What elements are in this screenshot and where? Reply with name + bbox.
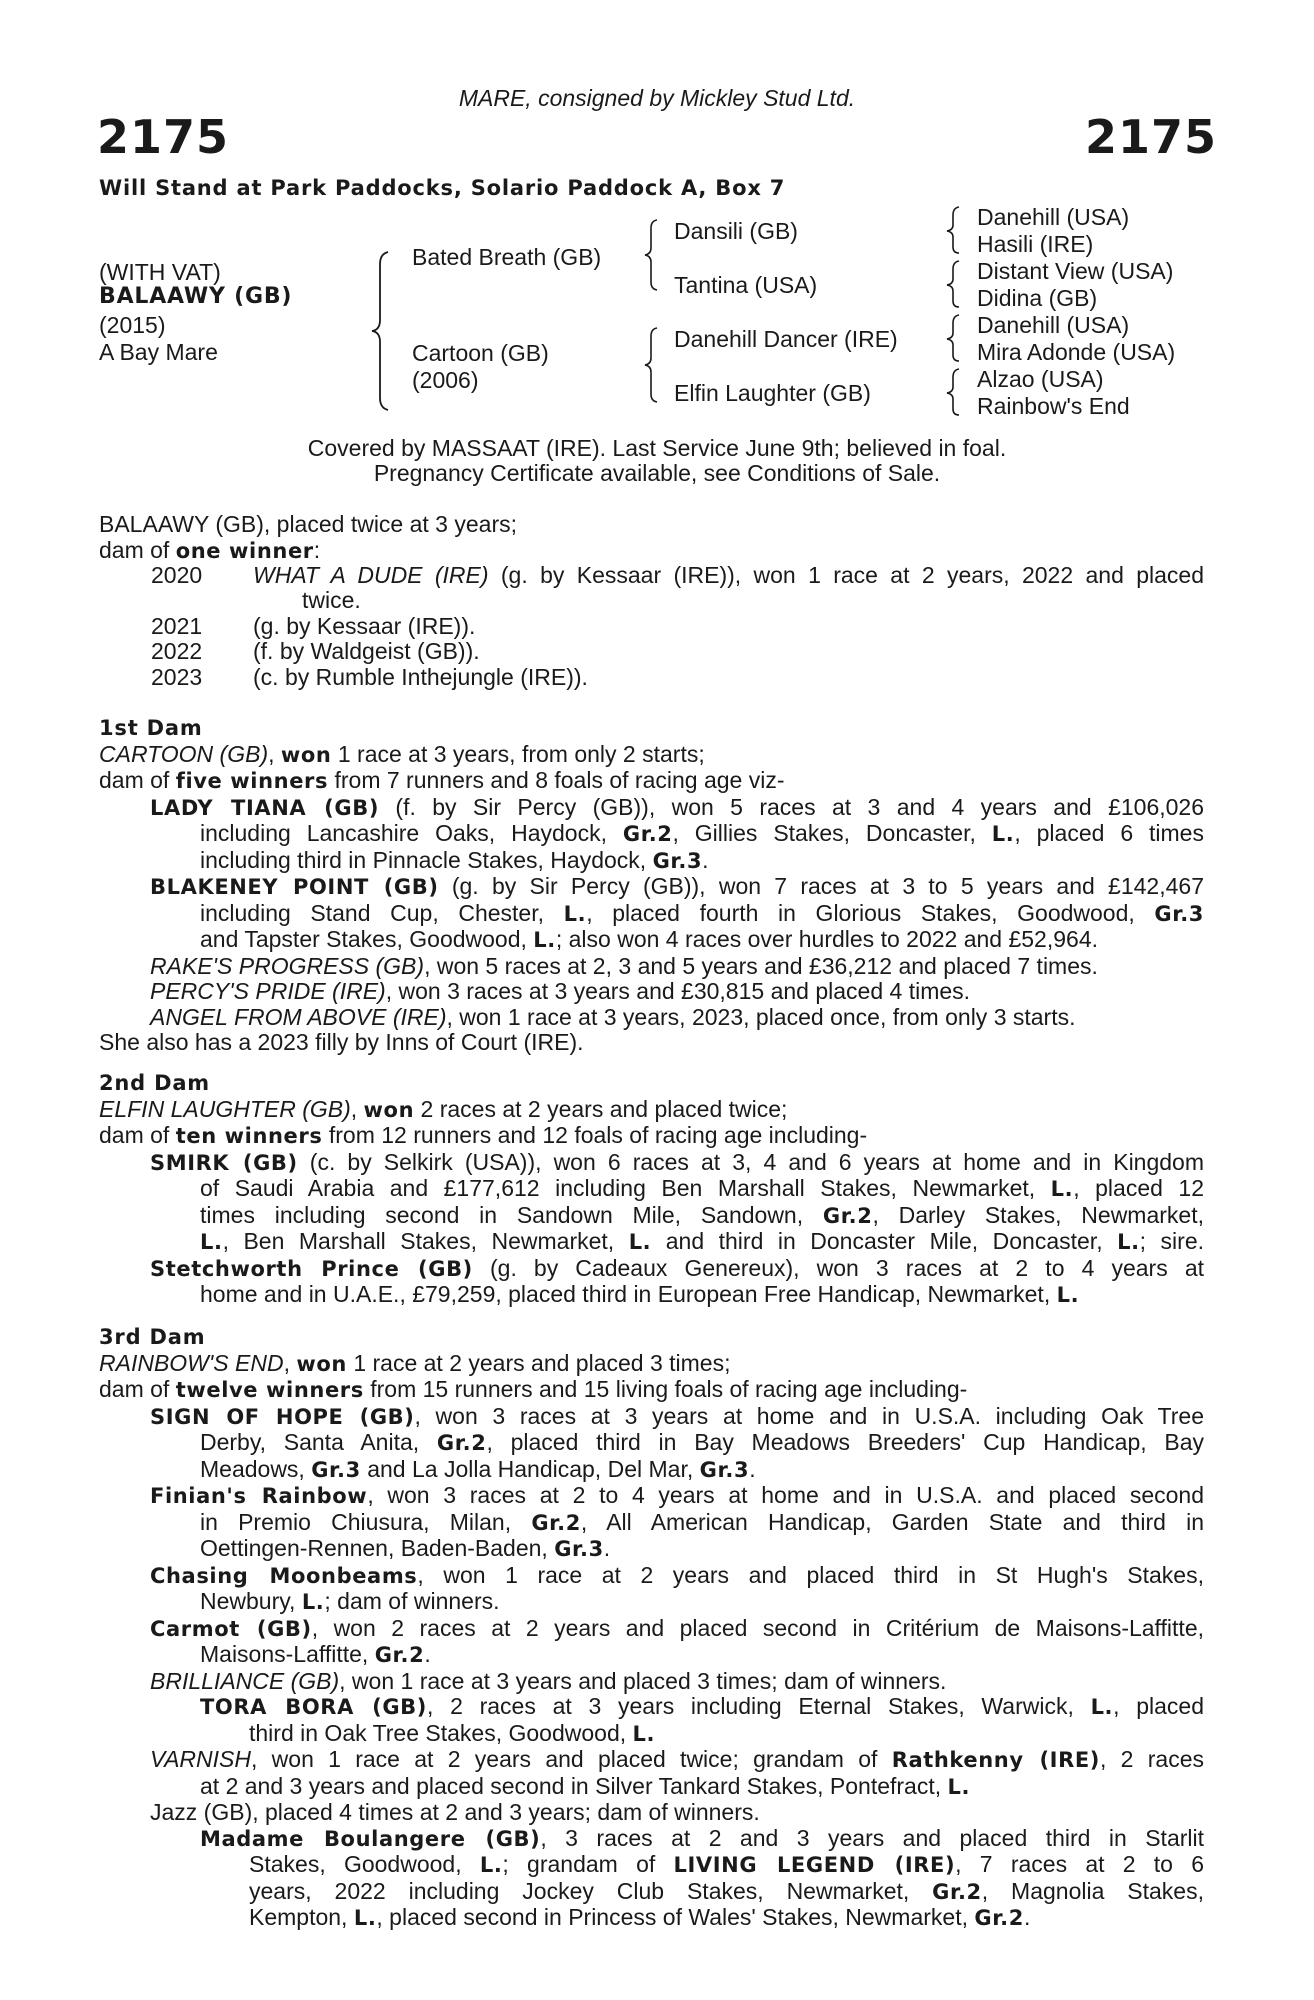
pedigree-ggp-5: Danehill (USA) (977, 312, 1130, 338)
produce-entry: (f. by Waldgeist (GB)). (253, 638, 480, 664)
progeny-percys-pride: PERCY'S PRIDE (IRE), won 3 races at 3 years and £30,815 and placed 4 times. (150, 978, 971, 1004)
pedigree-sire-sire: Dansili (GB) (674, 218, 798, 244)
produce-year: 2021 (151, 613, 203, 639)
pedigree-dam: Cartoon (GB) (412, 340, 549, 366)
produce-entry: (g. by Kessaar (IRE)). (253, 613, 476, 639)
pedigree-ggp-1: Danehill (USA) (977, 204, 1130, 230)
pedigree-dam-year: (2006) (412, 367, 479, 393)
pedigree-sire: Bated Breath (GB) (412, 244, 602, 270)
lot-number-right: 2175 (1085, 110, 1218, 164)
progeny-lady-tiana: LADY TIANA (GB) (f. by Sir Percy (GB)), won 5 races at 3 and 4 years and £106,026 (150, 793, 1204, 820)
third-dam-heading: 3rd Dam (99, 1325, 206, 1349)
horse-name: BALAAWY (GB) (99, 284, 293, 309)
pedigree-ggp-7: Alzao (USA) (977, 366, 1104, 392)
covering-note: Covered by MASSAAT (IRE). Last Service June 9th; believed in foal. (307, 435, 1007, 461)
produce-entry: (c. by Rumble Inthejungle (IRE)). (253, 664, 588, 690)
progeny-sign-of-hope: SIGN OF HOPE (GB), won 3 races at 3 years at home and in U.S.A. including Oak Tree (150, 1402, 1204, 1429)
progeny-jazz: Jazz (GB), placed 4 times at 2 and 3 years; dam of winners. (150, 1799, 760, 1825)
progeny-brilliance: BRILLIANCE (GB), won 1 race at 3 years and placed 3 times; dam of winners. (150, 1667, 947, 1694)
progeny-finians-rainbow: Finian's Rainbow, won 3 races at 2 to 4 years at home and in U.S.A. and placed second (150, 1482, 1204, 1508)
lot-number-left: 2175 (97, 110, 230, 164)
stand-location: Will Stand at Park Paddocks, Solario Paddock A, Box 7 (99, 176, 786, 200)
pedigree-sire-dam: Tantina (USA) (674, 272, 818, 298)
pregnancy-note: Pregnancy Certificate available, see Conditions of Sale. (373, 460, 941, 486)
produce-dam-of: dam of one winner: (99, 536, 321, 563)
pedigree-ggp-8: Rainbow's End (977, 393, 1130, 419)
pedigree-sire-brace (643, 218, 661, 292)
third-dam-section: 3rd Dam RAINBOW'S END, won 1 race at 2 years and placed 3 times; dam of twelve winners from 15 runners and 15 living foals of racing age including- SIGN OF HOPE (GB), won 3 races at 3 years at home and in U.S.A. including Oak Tree Derby, Santa Anita, Gr.2, placed third in Bay Meadows Breeders' Cup Handicap, Bay Meadows, Gr.3 and La Jolla Handicap, Del Mar, Gr.3. Finian's Rainbow, won 3 races at 2 to 4 years at home and in U.S.A. and placed second in Premio Chiusura, Milan, Gr.2, All American Handicap, Garden State and third in Oettingen-Rennen, Baden-Baden, Gr.3. Chasing Moonbeams, won 1 race at 2 years and placed third in St Hugh's Stakes, Newbury, L.; dam of winners. Carmot (GB), won 2 races at 2 years and placed second in Critérium de Maisons-Laffitte, Maisons-Laffitte, Gr.2. BRILLIANCE (GB), won 1 race at 3 years and placed 3 times; dam of winners. TORA BORA (GB), 2 races at 3 years including Eternal Stakes, Warwick, L., placed third in Oak Tree Stakes, Goodwood, L. VARNISH, won 1 race at 2 years and placed twice; grandam of Rathkenny (IRE), 2 races at 2 and 3 years and placed second in Silver Tankard Stakes, Pontefract, L. Jazz (GB), placed 4 times at 2 and 3 years; dam of winners. Madame Boulangere (GB), 3 races at 2 and 3 years and placed third in Starlit Stakes, Goodwood, L.; grandam of LIVING LEGEND (IRE), 7 races at 2 to 6 years, 2022 including Jockey Club Stakes, Newmarket, Gr.2, Magnolia Stakes, Kempton, L., placed second in Princess of Wales' Stakes, Newmarket, Gr.2. (99, 1325, 1205, 1930)
produce-intro: BALAAWY (GB), placed twice at 3 years; (99, 511, 517, 537)
second-dam-heading: 2nd Dam (99, 1071, 210, 1095)
second-dam-section: 2nd Dam ELFIN LAUGHTER (GB), won 2 races at 2 years and placed twice; dam of ten winners from 12 runners and 12 foals of racing age including- SMIRK (GB) (c. by Selkirk (USA)), won 6 races at 3, 4 and 6 years at home and in Kingdom of Saudi Arabia and £177,612 including Ben Marshall Stakes, Newmarket, L., placed 12 times including second in Sandown Mile, Sandown, Gr.2, Darley Stakes, Newmarket, L., Ben Marshall Stakes, Newmarket, L. and third in Doncaster Mile, Doncaster, L.; sire. Stetchworth Prince (GB) (g. by Cadeaux Genereux), won 3 races at 2 to 4 years at home and in U.A.E., £79,259, placed third in European Free Handicap, Newmarket, L. (99, 1071, 1205, 1307)
pedigree-dam-dam: Elfin Laughter (GB) (674, 380, 871, 406)
horse-description: A Bay Mare (99, 339, 218, 365)
pedigree-ggp-3: Distant View (USA) (977, 258, 1174, 284)
pedigree-main-brace (370, 250, 396, 412)
progeny-stetchworth-prince: Stetchworth Prince (GB) (g. by Cadeaux Genereux), won 3 races at 2 to 4 years at (150, 1254, 1204, 1281)
progeny-tora-bora: TORA BORA (GB), 2 races at 3 years including Eternal Stakes, Warwick, L., placed (200, 1693, 1205, 1719)
first-dam-section: 1st Dam CARTOON (GB), won 1 race at 3 years, from only 2 starts; dam of five winners from 7 runners and 8 foals of racing age viz- LADY TIANA (GB) (f. by Sir Percy (GB)), won 5 races at 3 and 4 years and £106,026 including Lancashire Oaks, Haydock, Gr.2, Gillies Stakes, Doncaster, L., placed 6 times including third in Pinnacle Stakes, Haydock, Gr.3. BLAKENEY POINT (GB) (g. by Sir Percy (GB)), won 7 races at 3 to 5 years and £142,467 including Stand Cup, Chester, L., placed fourth in Glorious Stakes, Goodwood, Gr.3 and Tapster Stakes, Goodwood, L.; also won 4 races over hurdles to 2022 and £52,964. RAKE'S PROGRESS (GB), won 5 races at 2, 3 and 5 years and £36,212 and placed 7 times. PERCY'S PRIDE (IRE), won 3 races at 3 years and £30,815 and placed 4 times. ANGEL FROM ABOVE (IRE), won 1 race at 3 years, 2023, placed once, from only 3 starts. She also has a 2023 filly by Inns of Court (IRE). (99, 716, 1204, 1055)
horse-year: (2015) (99, 312, 166, 338)
consignor-line: MARE, consigned by Mickley Stud Ltd. (458, 85, 856, 111)
pedigree-ggp-6: Mira Adonde (USA) (977, 339, 1176, 365)
produce-year: 2023 (151, 664, 203, 690)
progeny-carmot: Carmot (GB), won 2 races at 2 years and placed second in Critérium de Maisons-Laffitte, (150, 1614, 1204, 1641)
pedigree-dam-brace (643, 326, 661, 404)
progeny-varnish: VARNISH, won 1 race at 2 years and placed twice; grandam of Rathkenny (IRE), 2 races (150, 1746, 1205, 1772)
vat-note: (WITH VAT) (99, 259, 221, 285)
progeny-angel-from-above: ANGEL FROM ABOVE (IRE), won 1 race at 3 years, 2023, placed once, from only 3 starts. (150, 1003, 1076, 1030)
pedigree-ggp-4: Didina (GB) (977, 285, 1098, 311)
progeny-blakeney-point: BLAKENEY POINT (GB) (g. by Sir Percy (GB)), won 7 races at 3 to 5 years and £142,467 (150, 873, 1204, 899)
produce-year: 2022 (151, 638, 203, 664)
progeny-madame-boulangere: Madame Boulangere (GB), 3 races at 2 and 3 years and placed third in Starlit (200, 1824, 1205, 1851)
pedigree-ggp-braces (945, 205, 965, 419)
produce-year: 2020 (151, 562, 203, 588)
progeny-smirk: SMIRK (GB) (c. by Selkirk (USA)), won 6 races at 3, 4 and 6 years at home and in Kingdom (150, 1148, 1205, 1175)
first-dam-heading: 1st Dam (99, 716, 203, 740)
filly-note: She also has a 2023 filly by Inns of Court (IRE). (99, 1029, 584, 1055)
pedigree-dam-sire: Danehill Dancer (IRE) (674, 326, 898, 352)
pedigree-ggp-2: Hasili (IRE) (977, 231, 1094, 257)
produce-record (99, 512, 1204, 564)
produce-entry: WHAT A DUDE (IRE) (g. by Kessaar (IRE)), won 1 race at 2 years, 2022 and placed (253, 562, 1204, 588)
produce-entry-cont: twice. (302, 587, 361, 613)
progeny-rakes-progress: RAKE'S PROGRESS (GB), won 5 races at 2, 3 and 5 years and £36,212 and placed 7 times. (150, 952, 1098, 979)
progeny-chasing-moonbeams: Chasing Moonbeams, won 1 race at 2 years and placed third in St Hugh's Stakes, (150, 1561, 1204, 1588)
